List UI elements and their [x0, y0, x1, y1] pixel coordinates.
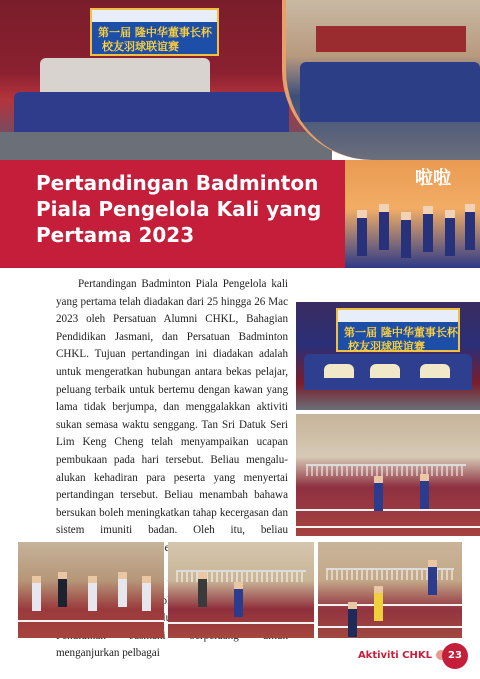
hall-curtain	[316, 26, 466, 52]
player	[348, 602, 357, 637]
award-group-photo	[296, 302, 480, 410]
player	[234, 582, 243, 617]
dancer	[379, 204, 389, 250]
player	[198, 572, 207, 607]
court-match-photo	[318, 542, 462, 638]
performer	[58, 572, 67, 607]
group-photo-hall	[282, 0, 480, 160]
badminton-play-photo	[168, 542, 314, 638]
page-number: 23	[442, 643, 468, 669]
performer	[88, 576, 97, 611]
certificate-board	[324, 364, 354, 378]
dancer	[465, 204, 475, 250]
certificate-board	[370, 364, 400, 378]
crowd-front-row	[14, 92, 289, 134]
article-body: Pertandingan Badminton Piala Pengelola kali yang pertama telah diadakan dari 25 hingga 26 Mac 2023 oleh Persatuan Alumni CHKL, Bahagian Pendidikan Jasmani, dan Persatuan Badminton CHKL. Tujuan pertandingan ini diadakan adalah untuk mengeratkan hubungan antara bekas pelajar, peluang terbaik untuk bertemu dengan kawan yang lama tidak berjumpa, dan menggalakkan aktiviti sukan semasa waktu senggang. Tan Sri Datuk Seri Lim Keng Cheng telah menyampaikan ucapan pembukaan pada hari tersebut. Beliau mengalu-alukan kehadiran para peserta yang menyertai pertandingan tersebut. Beliau menambah bahawa bersukan boleh meningkatkan tahap kecergasan dan sistem imuniti badan. Oleh itu, beliau menganjurkan pelbagai	[56, 278, 288, 660]
performer	[32, 576, 41, 611]
player	[428, 560, 437, 595]
player	[374, 476, 383, 511]
dancer	[357, 210, 367, 256]
cheer-performance-photo	[18, 542, 164, 638]
event-banner-2	[336, 308, 460, 352]
badminton-net	[176, 570, 306, 582]
dancer	[401, 212, 411, 258]
banner-line-1: 第一届 隆中华董事长杯	[98, 26, 212, 39]
performer	[118, 572, 127, 607]
cheer-sign-text: 啦啦	[415, 168, 451, 189]
banner-line-2: 校友羽球联谊赛	[102, 40, 179, 53]
certificate-board	[420, 364, 450, 378]
event-banner	[90, 8, 219, 56]
court-line	[296, 526, 480, 528]
badminton-net	[306, 464, 466, 476]
dancer	[445, 210, 455, 256]
court-line	[296, 509, 480, 511]
doubles-match-photo	[296, 414, 480, 536]
cheerleader-photo	[345, 160, 480, 268]
stage-floor	[0, 132, 332, 160]
banner-line-1b: 第一届 隆中华董事长杯	[344, 326, 458, 339]
section-label: Aktiviti CHKL	[357, 650, 432, 661]
performer	[142, 576, 151, 611]
banner-line-2b: 校友羽球联谊赛	[348, 340, 425, 353]
player	[374, 586, 383, 621]
article-title: Pertandingan Badminton Piala Pengelola Kali yang Pertama 2023	[36, 171, 322, 247]
dancer	[423, 206, 433, 252]
crowd-blue-shirts	[300, 62, 480, 122]
player	[420, 474, 429, 509]
